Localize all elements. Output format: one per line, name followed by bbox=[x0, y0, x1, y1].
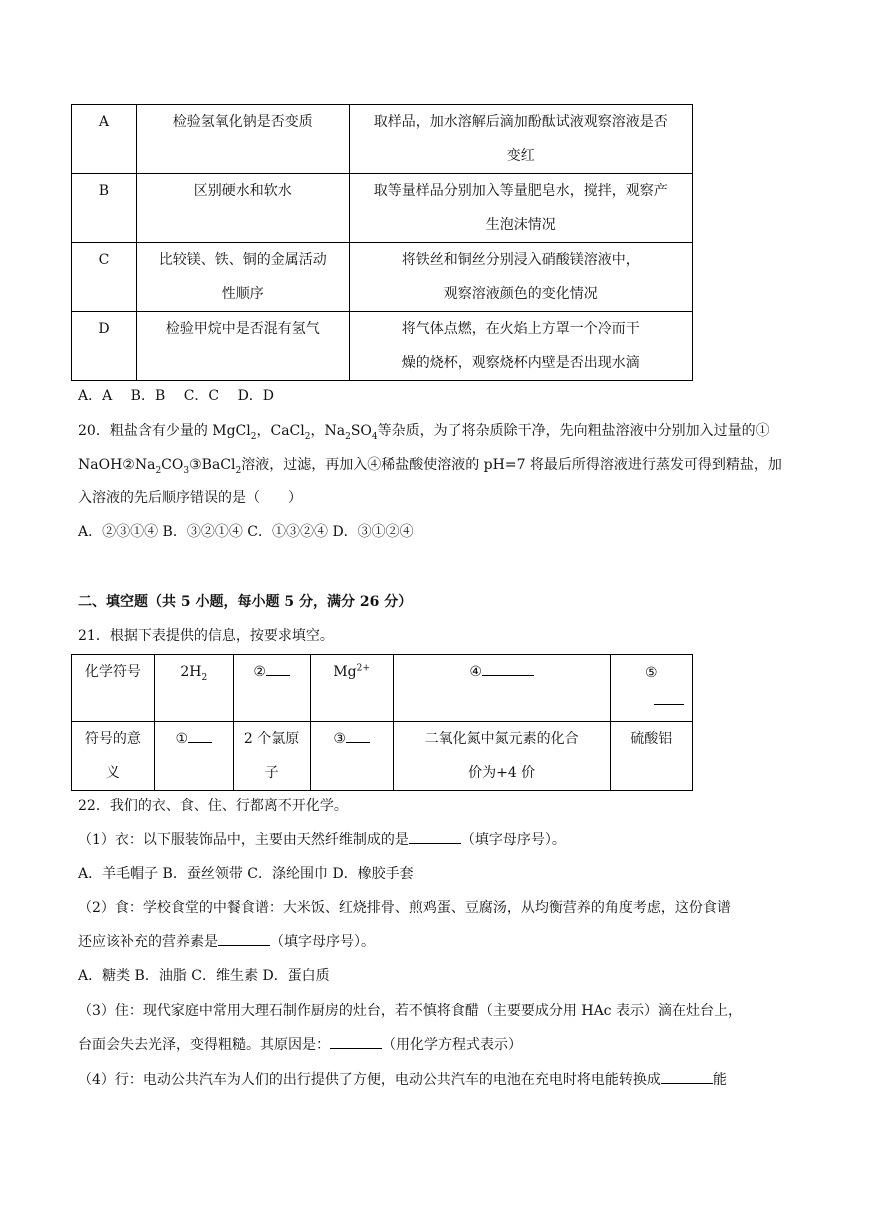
cell-blank-2 bbox=[233, 655, 310, 722]
text-span: （填字母序号）。 bbox=[460, 832, 566, 848]
text-span: 二氧化氮中氮元素的化合 bbox=[424, 731, 579, 747]
purpose-line: 性顺序 bbox=[221, 286, 264, 302]
section-title: 二、填空题（共 5 小题，每小题 5 分，满分 26 分） bbox=[78, 594, 413, 610]
text-span: 价为+4 价 bbox=[468, 765, 536, 781]
text-span: （填字母序号）。 bbox=[270, 934, 375, 950]
q22-part-2-line-2 bbox=[78, 932, 375, 952]
text-span: 台面会失去光泽，变得粗糙。其原因是： bbox=[78, 1037, 330, 1053]
table-row bbox=[72, 655, 693, 722]
cell-blank-5 bbox=[610, 655, 692, 722]
subscript: 4 bbox=[371, 431, 378, 442]
q22-part-1 bbox=[78, 830, 566, 850]
cell-blank-1 bbox=[154, 722, 233, 791]
answer-blank[interactable] bbox=[409, 843, 461, 844]
text-span: ③BaCl bbox=[189, 457, 236, 473]
text-span: 子 bbox=[264, 765, 279, 781]
q21-symbol-table bbox=[71, 654, 693, 791]
row-purpose: 检验氢氧化钠是否变质 bbox=[136, 105, 349, 174]
text-span: 等杂质，为了将杂质除干净，先向粗盐溶液中分别加入过量的① bbox=[377, 423, 770, 439]
text-span: 20．粗盐含有少量的 MgCl bbox=[78, 423, 251, 439]
text-span: ② bbox=[253, 664, 266, 680]
answer-blank[interactable] bbox=[188, 742, 212, 743]
q20-line-2 bbox=[78, 455, 782, 475]
q22-part-3-line-1: （3）住：现代家庭中常用大理石制作厨房的灶台，若不慎将食醋（主要要成分用 HAc 表示）滴在灶台上， bbox=[78, 1003, 742, 1019]
text-span: （1）衣：以下服装饰品中，主要由天然纤维制成的是 bbox=[78, 832, 409, 848]
text-span: （用化学方程式表示） bbox=[382, 1037, 522, 1053]
row-letter: A bbox=[72, 105, 137, 174]
row-method bbox=[349, 105, 692, 174]
text-span: ③ bbox=[333, 731, 346, 747]
q22-part-2-options: A．糖类 B．油脂 C．维生素 D．蛋白质 bbox=[78, 968, 330, 984]
cell-label: 化学符号 bbox=[72, 655, 155, 722]
table-row bbox=[72, 243, 693, 312]
table-row bbox=[72, 174, 693, 243]
answer-blank[interactable] bbox=[661, 1083, 713, 1084]
q22-part-2-line-1: （2）食：学校食堂的中餐食谱：大米饭、红烧排骨、煎鸡蛋、豆腐汤，从均衡营养的角度考虑，这份食谱 bbox=[78, 900, 731, 916]
cell-blank-3 bbox=[310, 722, 393, 791]
superscript: 2+ bbox=[356, 663, 370, 674]
q20-line-3: 入溶液的先后顺序错误的是（ ） bbox=[78, 490, 302, 506]
q22-part-1-options: A．羊毛帽子 B．蚕丝领带 C．涤纶围巾 D．橡胶手套 bbox=[78, 866, 414, 882]
text-span: 能 bbox=[712, 1072, 727, 1088]
row-letter: B bbox=[72, 174, 137, 243]
text-span: ⑤ bbox=[645, 665, 658, 681]
row-purpose: 检验甲烷中是否混有氢气 bbox=[136, 312, 349, 381]
method-line: 取样品，加水溶解后滴加酚酞试液观察溶液是否 bbox=[373, 114, 668, 130]
cell-2h2 bbox=[154, 655, 233, 722]
row-letter: D bbox=[72, 312, 137, 381]
subscript: 2 bbox=[250, 431, 257, 442]
table-row bbox=[72, 105, 693, 174]
text-span: ④ bbox=[469, 664, 482, 680]
answer-blank[interactable] bbox=[654, 704, 684, 705]
text-span: 2 个氯原 bbox=[243, 731, 300, 747]
q20-answer-options: A．②③①④ B．③②①④ C．①③②④ D．③①②④ bbox=[78, 524, 414, 540]
cell-no2 bbox=[393, 722, 610, 791]
answer-blank[interactable] bbox=[330, 1048, 382, 1049]
text-span: NaOH②Na bbox=[78, 457, 156, 473]
q22-part-4 bbox=[78, 1070, 727, 1090]
text-span: Mg bbox=[333, 664, 357, 680]
method-line: 取等量样品分别加入等量肥皂水，搅拌，观察产 bbox=[373, 183, 668, 199]
method-line: 观察溶液颜色的变化情况 bbox=[443, 286, 598, 302]
q19-options-table bbox=[71, 104, 693, 381]
method-line: 生泡沫情况 bbox=[485, 217, 556, 233]
text-span: 符号的意 bbox=[84, 731, 141, 747]
cell-label bbox=[72, 722, 155, 791]
row-method bbox=[349, 312, 692, 381]
text-span: SO bbox=[350, 423, 372, 439]
answer-blank[interactable] bbox=[482, 675, 534, 676]
row-purpose bbox=[136, 243, 349, 312]
cell-blank-4 bbox=[393, 655, 610, 722]
text-span: 义 bbox=[105, 765, 120, 781]
cell-mg bbox=[310, 655, 393, 722]
subscript: 3 bbox=[183, 465, 190, 476]
text-span: （4）行：电动公共汽车为人们的出行提供了方便，电动公共汽车的电池在充电时将电能转换成 bbox=[78, 1072, 661, 1088]
method-line: 变红 bbox=[506, 148, 535, 164]
text-span: CO bbox=[161, 457, 184, 473]
text-span: 溶液，过滤，再加入④稀盐酸使溶液的 pH=7 将最后所得溶液进行蒸发可得到精盐，加 bbox=[241, 457, 782, 473]
cell-aluminium-sulfate: 硫酸铝 bbox=[610, 722, 692, 791]
text-span: ① bbox=[175, 731, 189, 747]
q22-intro: 22．我们的衣、食、住、行都离不开化学。 bbox=[78, 798, 348, 814]
row-letter: C bbox=[72, 243, 137, 312]
subscript: 2 bbox=[345, 431, 351, 442]
text-span: ，Na bbox=[310, 423, 346, 439]
blank-wrap bbox=[611, 687, 692, 715]
table-row bbox=[72, 722, 693, 791]
row-purpose: 区别硬水和软水 bbox=[136, 174, 349, 243]
table-row bbox=[72, 312, 693, 381]
text-span: 还应该补充的营养素是 bbox=[78, 934, 218, 950]
subscript: 2 bbox=[235, 465, 242, 476]
subscript: 2 bbox=[155, 465, 162, 476]
q22-part-3-line-2 bbox=[78, 1035, 522, 1055]
method-line: 燥的烧杯，观察烧杯内壁是否出现水滴 bbox=[401, 355, 640, 371]
cell-chlorine bbox=[233, 722, 310, 791]
subscript: 2 bbox=[201, 672, 208, 683]
subscript: 2 bbox=[304, 431, 311, 442]
answer-blank[interactable] bbox=[218, 945, 270, 946]
q21-intro: 21．根据下表提供的信息，按要求填空。 bbox=[78, 628, 334, 644]
answer-blank[interactable] bbox=[266, 675, 290, 676]
method-line: 将铁丝和铜丝分别浸入硝酸镁溶液中， bbox=[401, 252, 640, 268]
q19-answer-options: A．A B．B C．C D．D bbox=[78, 388, 275, 404]
row-method bbox=[349, 243, 692, 312]
answer-blank[interactable] bbox=[346, 742, 370, 743]
text-span: ，CaCl bbox=[256, 423, 305, 439]
q20-line-1 bbox=[78, 421, 770, 441]
purpose-line: 比较镁、铁、铜的金属活动 bbox=[158, 252, 327, 268]
text-span: 2H bbox=[180, 664, 202, 680]
row-method bbox=[349, 174, 692, 243]
method-line: 将气体点燃，在火焰上方罩一个冷而干 bbox=[401, 321, 640, 337]
